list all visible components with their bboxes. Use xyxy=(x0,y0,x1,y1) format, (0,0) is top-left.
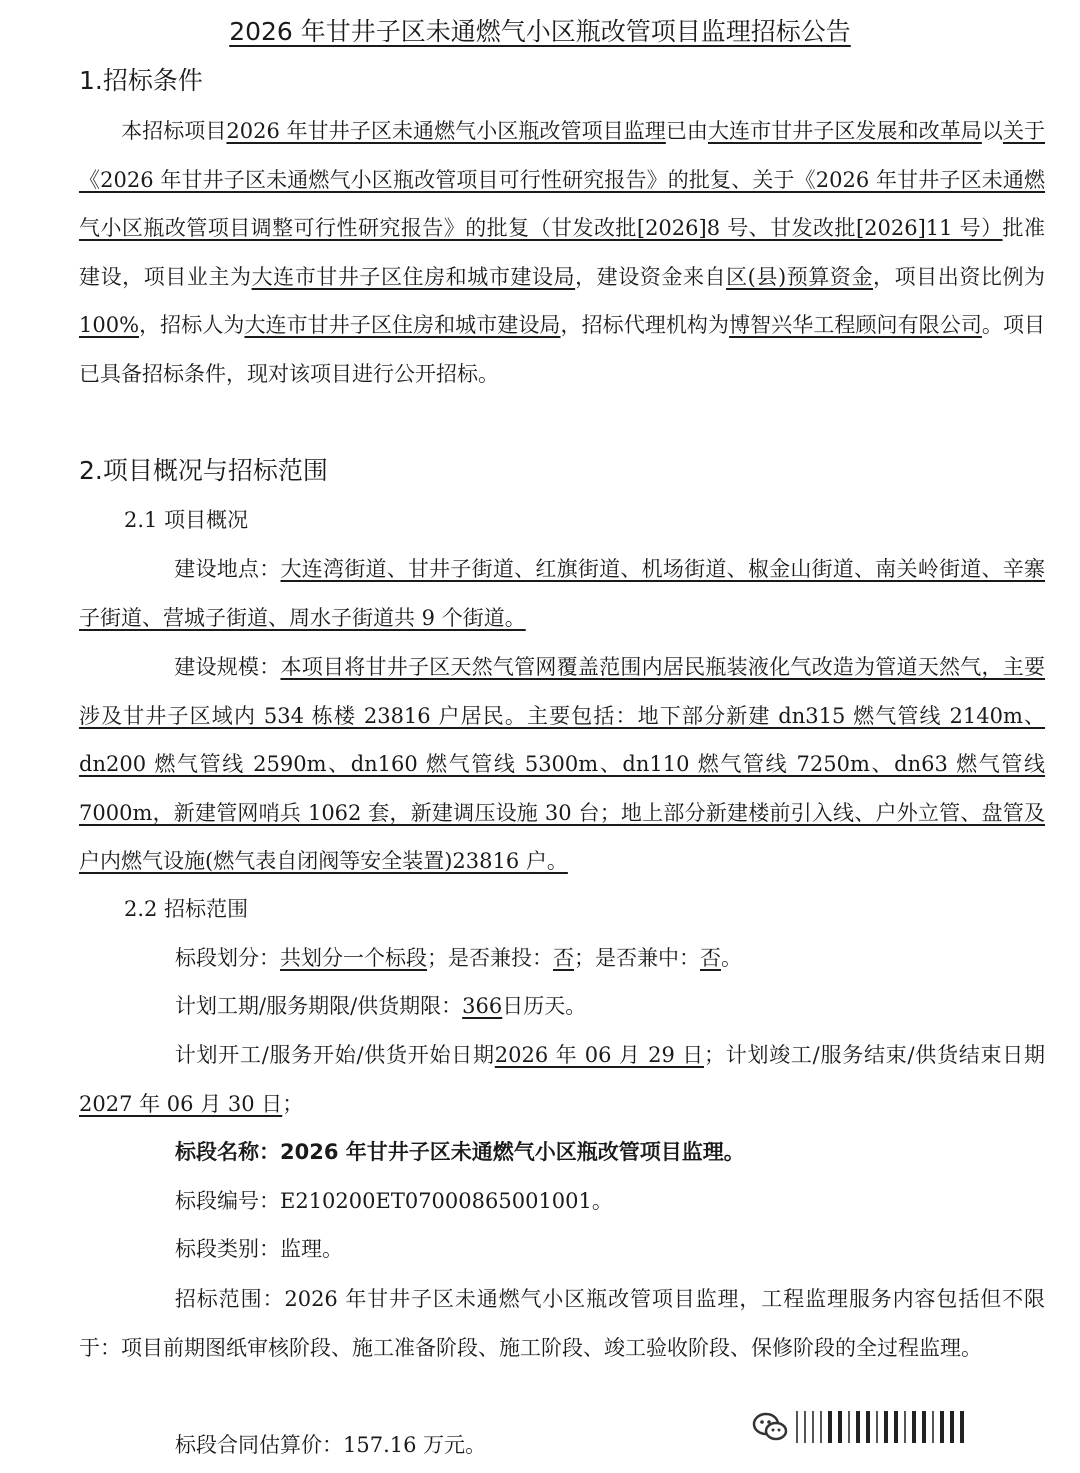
fund-ratio: 100% xyxy=(79,313,140,338)
tender-scope xyxy=(79,1275,1045,1372)
construction-scale xyxy=(79,643,1045,886)
approval-documents: 关于《2026 年甘井子区未通燃气小区瓶改管项目可行性研究报告》的批复、关于《2026 年甘井子区未通燃气小区瓶改管项目调整可行性研究报告》的批复（甘发改批[2026]8 号、甘发改批[2026]11 号） xyxy=(79,119,1046,241)
multi-bid-value: 否 xyxy=(553,946,574,970)
scope-text: 招标范围：2026 年甘井子区未通燃气小区瓶改管项目监理，工程监理服务内容包括但不限于：项目前期图纸审核阶段、施工准备阶段、施工阶段、竣工验收阶段、保修阶段的全过程监理。 xyxy=(79,1287,1045,1360)
text: 本招标项目 xyxy=(121,119,227,143)
watermark xyxy=(752,1406,964,1448)
lot-name: 标段名称：2026 年甘井子区未通燃气小区瓶改管项目监理。 xyxy=(175,1140,745,1164)
division-label: 标段划分： xyxy=(175,946,280,970)
contract-price: 标段合同估算价：157.16 万元。 xyxy=(175,1433,487,1457)
lot-type: 标段类别：监理。 xyxy=(175,1237,343,1261)
approval-authority: 大连市甘井子区发展和改革局 xyxy=(707,119,982,143)
multi-win-value: 否 xyxy=(700,946,721,970)
document-title: 2026 年甘井子区未通燃气小区瓶改管项目监理招标公告 xyxy=(229,17,851,46)
lot-division xyxy=(175,943,742,973)
section-1-paragraph xyxy=(79,107,1045,399)
location-label: 建设地点： xyxy=(174,557,281,581)
section-1-heading: 1.招标条件 xyxy=(79,66,203,95)
text: ，招标人为 xyxy=(139,313,245,338)
project-owner: 大连市甘井子区住房和城市建设局 xyxy=(251,264,576,289)
period-value: 366 xyxy=(462,994,503,1018)
fund-source: 区(县)预算资金 xyxy=(726,264,874,289)
text: ；计划竣工/服务结束/供货结束日期 xyxy=(703,1043,1045,1067)
text: 。项目已具备招标条件，现对该项目进行公开招标。 xyxy=(79,313,1046,386)
construction-location xyxy=(79,545,1045,642)
text: ，项目出资比例为 xyxy=(873,264,1046,289)
section-2-heading: 2.项目概况与招标范围 xyxy=(79,456,328,485)
end-date: 2027 年 06 月 30 日 xyxy=(79,1091,283,1116)
text: 。 xyxy=(721,946,742,970)
text: ； xyxy=(282,1091,304,1116)
watermark-bars xyxy=(796,1410,964,1444)
period-label: 计划工期/服务期限/供货期限： xyxy=(175,994,463,1018)
text: ，建设资金来自 xyxy=(575,264,727,289)
scale-label: 建设规模： xyxy=(174,655,281,679)
text: ；是否兼中： xyxy=(574,946,700,970)
service-period xyxy=(175,991,586,1021)
text: ；是否兼投： xyxy=(427,946,553,970)
text: 以 xyxy=(981,119,1003,143)
text: 已由 xyxy=(665,119,708,143)
text: 计划开工/服务开始/供货开始日期 xyxy=(174,1043,495,1067)
location-value: 大连湾街道、甘井子街道、红旗街道、机场街道、椒金山街道、南关岭街道、辛寨子街道、营城子街道、周水子街道共 9 个街道。 xyxy=(79,557,1046,630)
text: 批准建设，项目业主为 xyxy=(79,216,1046,289)
project-name: 2026 年甘井子区未通燃气小区瓶改管项目监理 xyxy=(226,119,666,143)
scale-value: 本项目将甘井子区天然气管网覆盖范围内居民瓶装液化气改造为管道天然气，主要涉及甘井子区域内 534 栋楼 23816 户居民。主要包括：地下部分新建 dn315 燃气管线 2140m、dn200 燃气管线 2590m、dn160 燃气管线 5300m、dn110 燃气管线 7250m、dn63 燃气管线 7000m，新建管网哨兵 1062 套，新建调压设施 30 台；地上部分新建楼前引入线、户外立管、盘管及户内燃气设施(燃气表自闭阀等安全装置)23816 户。 xyxy=(79,655,1046,874)
period-suffix: 日历天。 xyxy=(502,994,587,1018)
text: ，招标代理机构为 xyxy=(560,313,730,338)
section-2-1-heading: 2.1 项目概况 xyxy=(124,508,249,532)
start-date: 2026 年 06 月 29 日 xyxy=(494,1043,704,1067)
lot-code: 标段编号：E210200ET07000865001001。 xyxy=(175,1189,613,1213)
division-value: 共划分一个标段 xyxy=(280,946,427,970)
tenderer: 大连市甘井子区住房和城市建设局 xyxy=(244,313,561,338)
section-2-2-heading: 2.2 招标范围 xyxy=(124,897,249,921)
tender-agent: 博智兴华工程顾问有限公司 xyxy=(729,313,982,338)
wechat-icon xyxy=(752,1411,788,1443)
planned-dates xyxy=(79,1031,1045,1128)
